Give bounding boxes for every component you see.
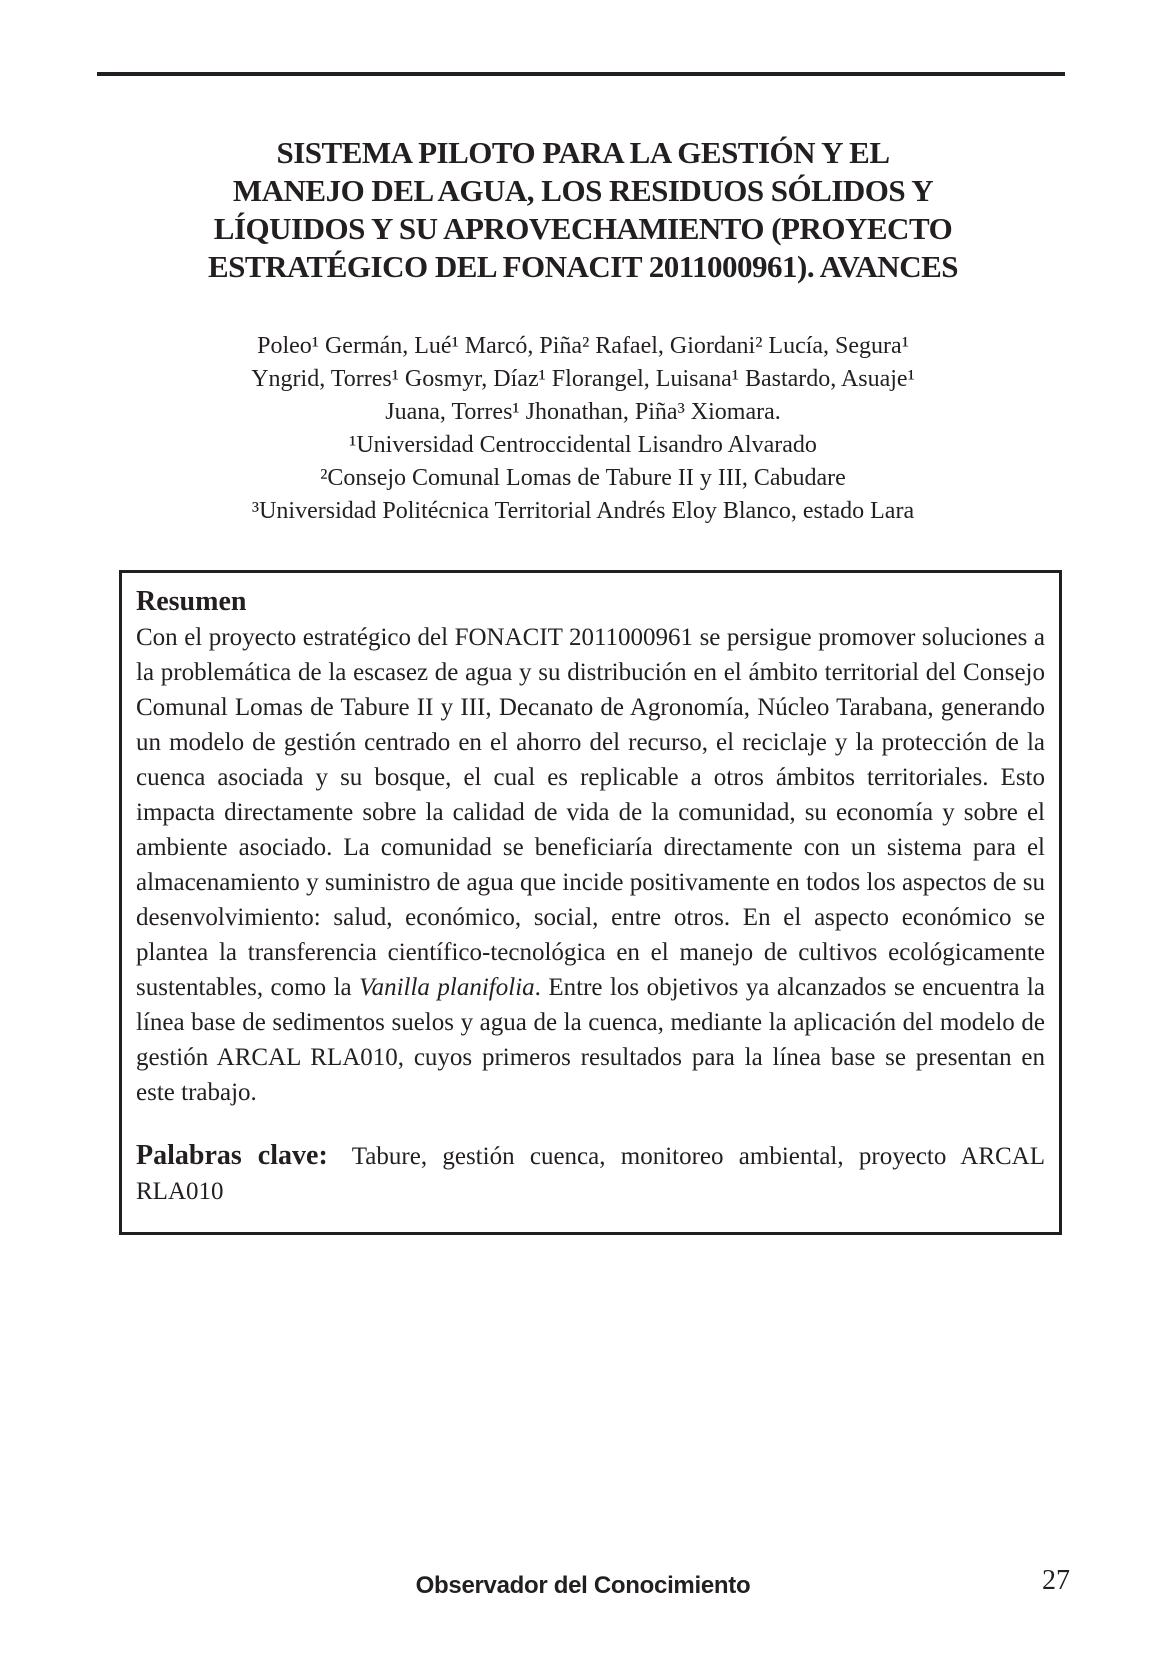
article-title — [0, 134, 1166, 286]
affiliation: ³Universidad Politécnica Territorial Andrés Eloy Blanco, estado Lara — [251, 498, 915, 524]
top-rule — [97, 72, 1065, 76]
authors-line: Poleo¹ Germán, Lué¹ Marcó, Piña² Rafael, Giordani² Lucía, Segura¹ — [257, 333, 909, 359]
abstract-text — [136, 620, 1045, 1110]
authors-line: Juana, Torres¹ Jhonathan, Piña³ Xiomara. — [385, 399, 781, 425]
article-title-line: MANEJO DEL AGUA, LOS RESIDUOS SÓLIDOS Y — [232, 173, 934, 208]
article-title-line: LÍQUIDOS Y SU APROVECHAMIENTO (PROYECTO — [213, 211, 953, 246]
affiliation: ¹Universidad Centroccidental Lisandro Alvarado — [349, 432, 817, 458]
article-title-line: SISTEMA PILOTO PARA LA GESTIÓN Y EL — [276, 135, 890, 170]
affiliation: ²Consejo Comunal Lomas de Tabure II y III, Cabudare — [320, 465, 846, 491]
species-name-italic: Vanilla planifolia — [359, 974, 535, 1001]
authors-line: Yngrid, Torres¹ Gosmyr, Díaz¹ Florangel, Luisana¹ Bastardo, Asuaje¹ — [251, 366, 915, 392]
abstract-text-segment: Con el proyecto estratégico del FONACIT 2011000961 se persigue promover soluciones a la problemática de la escasez de agua y su distribución en el ámbito territorial del Consejo Comunal Lomas de Tabure II y III, Decanato de Agronomía, Núcleo Tarabana, generando un modelo de gestión centrado en el ahorro del recurso, el reciclaje y la protección de la cuenca asociada y su bosque, el cual es replicable a otros ámbitos territoriales. Esto impacta directamente sobre la calidad de vida de la comunidad, su economía y sobre el ambiente asociado. La comunidad se beneficiaría directamente con un sistema para el almacenamiento y suministro de agua que incide positivamente en todos los aspectos de su desenvolvimiento: salud, económico, social, entre otros. En el aspecto económico se plantea la transferencia científico-tecnológica en el manejo de cultivos ecológicamente sustentables, como la — [136, 624, 1045, 1001]
keywords-text: Tabure, gestión cuenca, monitoreo ambiental, proyecto ARCAL RLA010 — [136, 1143, 1045, 1205]
page-number: 27 — [1042, 1565, 1070, 1596]
article-title-line: ESTRATÉGICO DEL FONACIT 2011000961). AVANCES — [207, 249, 959, 284]
abstract-text-segment: . Entre los objetivos ya alcanzados se encuentra la línea base de sedimentos suelos y agua de la cuenca, mediante la aplicación del modelo de gestión ARCAL RLA010, cuyos primeros resultados para la línea base se presentan en este trabajo. — [136, 974, 1045, 1106]
journal-name: Observador del Conocimiento — [415, 1572, 751, 1599]
authors-and-affiliations — [0, 330, 1166, 528]
keywords-label: Palabras clave: — [136, 1140, 328, 1171]
keywords-line — [136, 1138, 1045, 1209]
abstract-box — [119, 570, 1062, 1235]
abstract-heading: Resumen — [136, 586, 247, 617]
